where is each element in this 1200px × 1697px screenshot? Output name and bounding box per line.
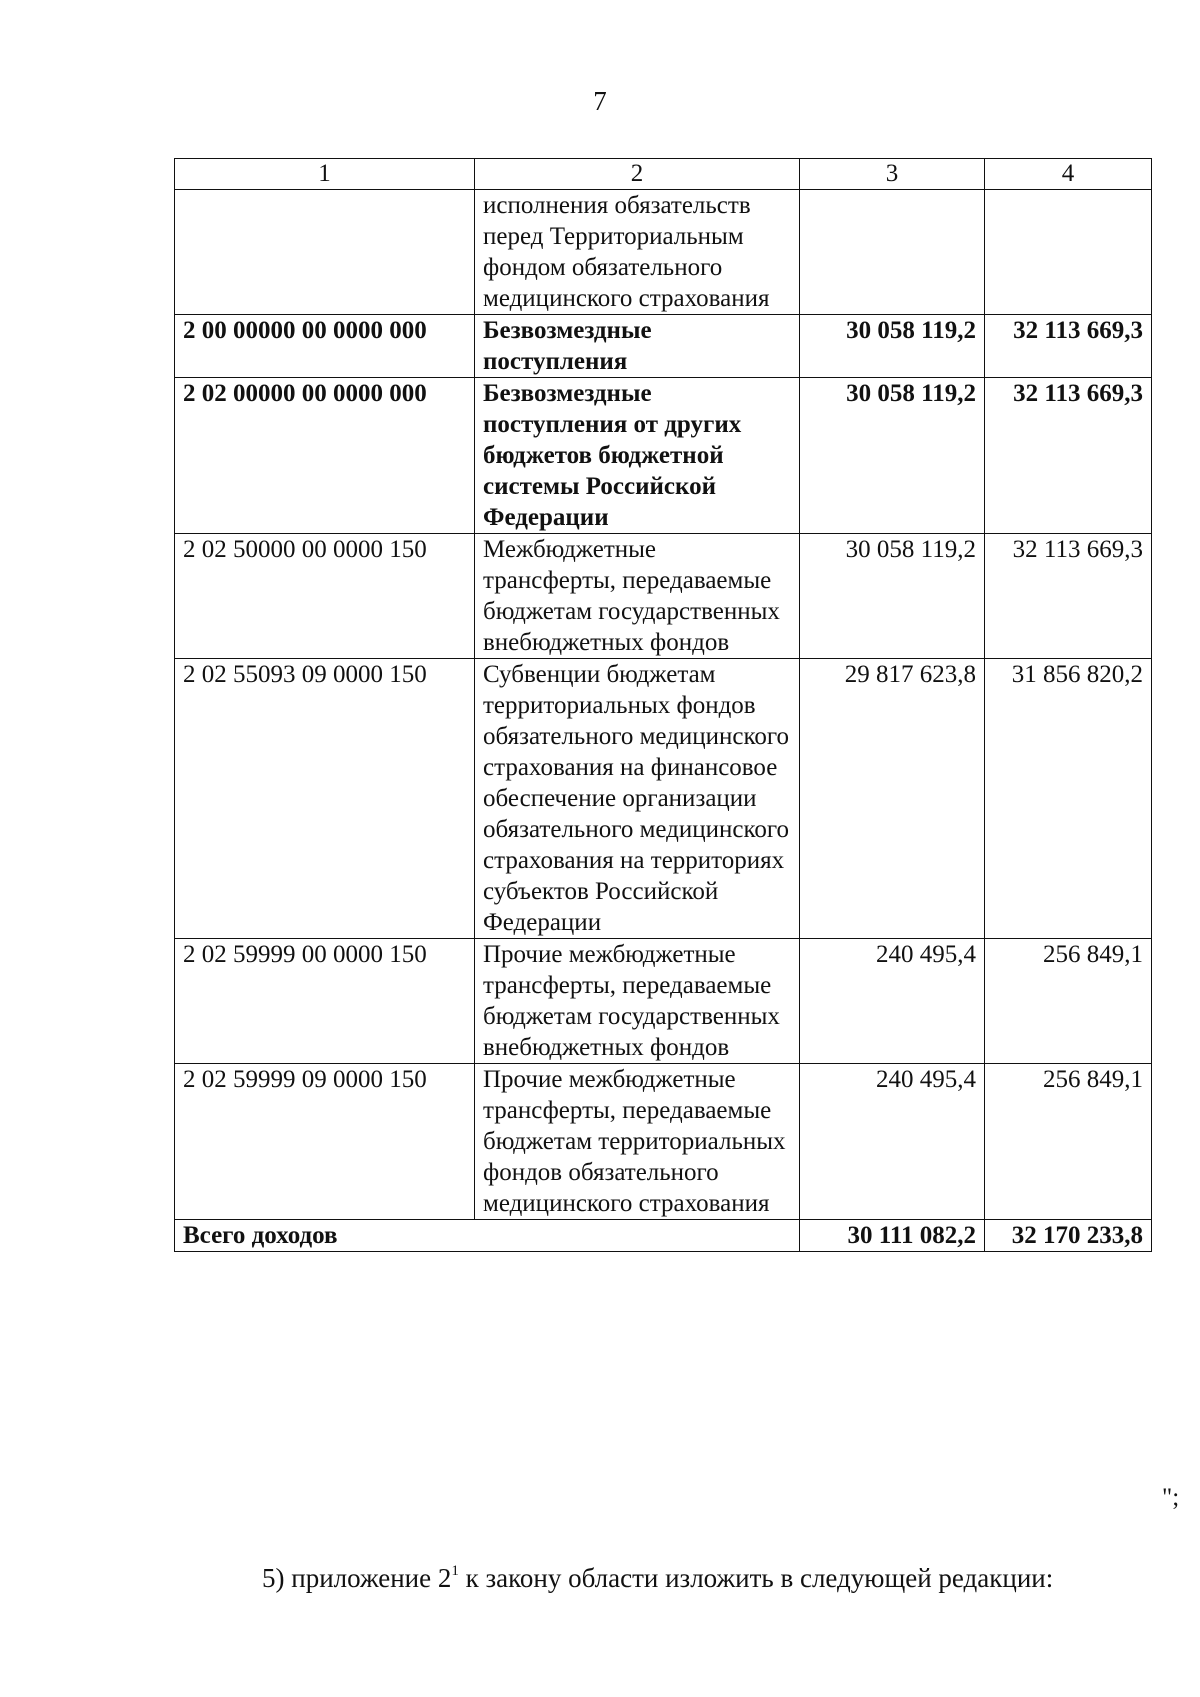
budget-code <box>175 190 475 315</box>
total-row <box>175 1220 1152 1252</box>
column-header-4: 4 <box>985 159 1152 190</box>
revenue-name: Безвозмездные поступления <box>475 315 800 378</box>
table-row <box>175 659 1152 939</box>
amount-col3: 30 058 119,2 <box>800 534 985 659</box>
budget-code: 2 02 50000 00 0000 150 <box>175 534 475 659</box>
table-row <box>175 1064 1152 1220</box>
amount-col3: 29 817 623,8 <box>800 659 985 939</box>
revenue-name: исполнения обязательств перед Территориальным фондом обязательного медицинского страхования <box>475 190 800 315</box>
amount-col4: 31 856 820,2 <box>985 659 1152 939</box>
table-header-row <box>175 159 1152 190</box>
amount-col3: 240 495,4 <box>800 939 985 1064</box>
amount-col3: 30 058 119,2 <box>800 378 985 534</box>
closing-quote-mark: "; <box>1162 1484 1180 1511</box>
amount-col4: 32 113 669,3 <box>985 378 1152 534</box>
amount-col4 <box>985 190 1152 315</box>
amount-col4: 256 849,1 <box>985 939 1152 1064</box>
table-row <box>175 534 1152 659</box>
total-col4: 32 170 233,8 <box>985 1220 1152 1252</box>
amendment-paragraph <box>262 1563 1053 1594</box>
amount-col4: 256 849,1 <box>985 1064 1152 1220</box>
amount-col4: 32 113 669,3 <box>985 534 1152 659</box>
revenue-name: Прочие межбюджетные трансферты, передаваемые бюджетам территориальных фондов обязательного медицинского страхования <box>475 1064 800 1220</box>
table-row <box>175 939 1152 1064</box>
column-header-2: 2 <box>475 159 800 190</box>
amendment-text-end: к закону области изложить в следующей редакции: <box>458 1563 1054 1593</box>
amount-col3 <box>800 190 985 315</box>
revenue-name: Безвозмездные поступления от других бюджетов бюджетной системы Российской Федерации <box>475 378 800 534</box>
total-label: Всего доходов <box>175 1220 800 1252</box>
budget-code: 2 02 55093 09 0000 150 <box>175 659 475 939</box>
budget-code: 2 02 59999 09 0000 150 <box>175 1064 475 1220</box>
amendment-text-start: 5) приложение 2 <box>262 1563 452 1593</box>
revenue-table <box>174 158 1152 1252</box>
total-col3: 30 111 082,2 <box>800 1220 985 1252</box>
table-row <box>175 378 1152 534</box>
amount-col3: 30 058 119,2 <box>800 315 985 378</box>
amount-col3: 240 495,4 <box>800 1064 985 1220</box>
column-header-3: 3 <box>800 159 985 190</box>
revenue-name: Прочие межбюджетные трансферты, передаваемые бюджетам государственных внебюджетных фондов <box>475 939 800 1064</box>
column-header-1: 1 <box>175 159 475 190</box>
appendix-superscript: 1 <box>451 1563 459 1579</box>
revenue-name: Межбюджетные трансферты, передаваемые бюджетам государственных внебюджетных фондов <box>475 534 800 659</box>
table-row <box>175 315 1152 378</box>
amount-col4: 32 113 669,3 <box>985 315 1152 378</box>
budget-code: 2 00 00000 00 0000 000 <box>175 315 475 378</box>
revenue-name: Субвенции бюджетам территориальных фондов обязательного медицинского страхования на финансовое обеспечение организации обязательного медицинского страхования на территориях субъектов Российской Федерации <box>475 659 800 939</box>
table-row <box>175 190 1152 315</box>
budget-code: 2 02 00000 00 0000 000 <box>175 378 475 534</box>
budget-code: 2 02 59999 00 0000 150 <box>175 939 475 1064</box>
page-number: 7 <box>593 86 607 116</box>
